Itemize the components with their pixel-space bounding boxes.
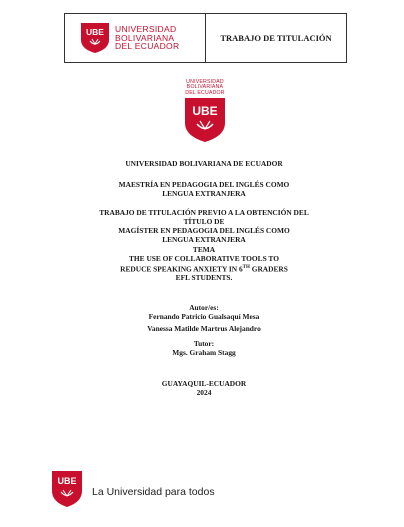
authors-label: Autor/es: <box>189 303 219 312</box>
header-logo-text <box>115 25 179 51</box>
author-name: Fernando Patricio Gualsaquí Mesa <box>148 312 260 321</box>
tutor-label: Tutor: <box>193 339 215 348</box>
header-logo-line: UNIVERSIDAD <box>115 24 177 35</box>
tutor-block <box>100 339 308 357</box>
program-line: LENGUA EXTRANJERA <box>162 189 246 198</box>
theme-line: EFL STUDENTS. <box>175 273 233 283</box>
ube-footer-logo-icon <box>52 471 82 512</box>
degree-line: LENGUA EXTRANJERA <box>162 235 246 244</box>
header-logo-line: BOLIVARIANA <box>115 32 175 43</box>
footer-slogan: La Universidad para todos <box>92 485 215 498</box>
place-block <box>100 379 308 397</box>
footer <box>52 471 215 512</box>
program-block <box>100 180 308 198</box>
theme-label: TEMA <box>192 245 216 254</box>
year: 2024 <box>196 388 212 397</box>
theme-line: THE USE OF COLLABORATIVE TOOLS TO <box>129 254 279 263</box>
tutor-name: Mgs. Graham Stagg <box>172 348 236 357</box>
header-title: TRABAJO DE TITULACIÓN <box>220 33 332 43</box>
header-logo-line: DEL ECUADOR <box>115 41 180 52</box>
header-logo-badge: UBE <box>86 27 104 37</box>
center-logo <box>176 80 234 142</box>
theme-line-sup: TH <box>242 265 250 270</box>
authors-block <box>100 303 308 333</box>
theme-line <box>100 263 308 273</box>
theme-block <box>100 245 308 282</box>
author-name: Vanessa Matilde Martrus Alejandro <box>147 324 261 333</box>
center-logo-line: DEL ECUADOR <box>185 89 225 96</box>
theme-line-text: GRADERS <box>249 264 288 274</box>
degree-block <box>88 208 320 244</box>
ube-shield-icon <box>81 23 109 53</box>
ube-shield-large-icon <box>185 98 225 142</box>
degree-line: TRABAJO DE TITULACIÓN PREVIO A LA OBTENCIÓN DEL TÍTULO DE <box>99 208 309 226</box>
center-logo-text <box>176 80 234 96</box>
center-logo-badge: UBE <box>192 104 218 119</box>
header-box <box>64 13 347 63</box>
footer-logo-badge: UBE <box>57 476 77 486</box>
header-logo <box>65 14 206 62</box>
center-logo-line: BOLIVARIANA <box>186 84 224 91</box>
university-name: UNIVERSIDAD BOLIVARIANA DE ECUADOR <box>125 159 283 168</box>
theme-line-text: REDUCE SPEAKING ANXIETY IN 6 <box>120 264 243 274</box>
place: GUAYAQUIL-ECUADOR <box>161 379 247 388</box>
degree-line: MAGÍSTER EN PEDAGOGIA DEL INGLÉS COMO <box>118 226 290 235</box>
program-line: MAESTRÍA EN PEDAGOGIA DEL INGLÉS COMO <box>118 180 290 189</box>
center-logo-line: UNIVERSIDAD <box>186 79 224 85</box>
